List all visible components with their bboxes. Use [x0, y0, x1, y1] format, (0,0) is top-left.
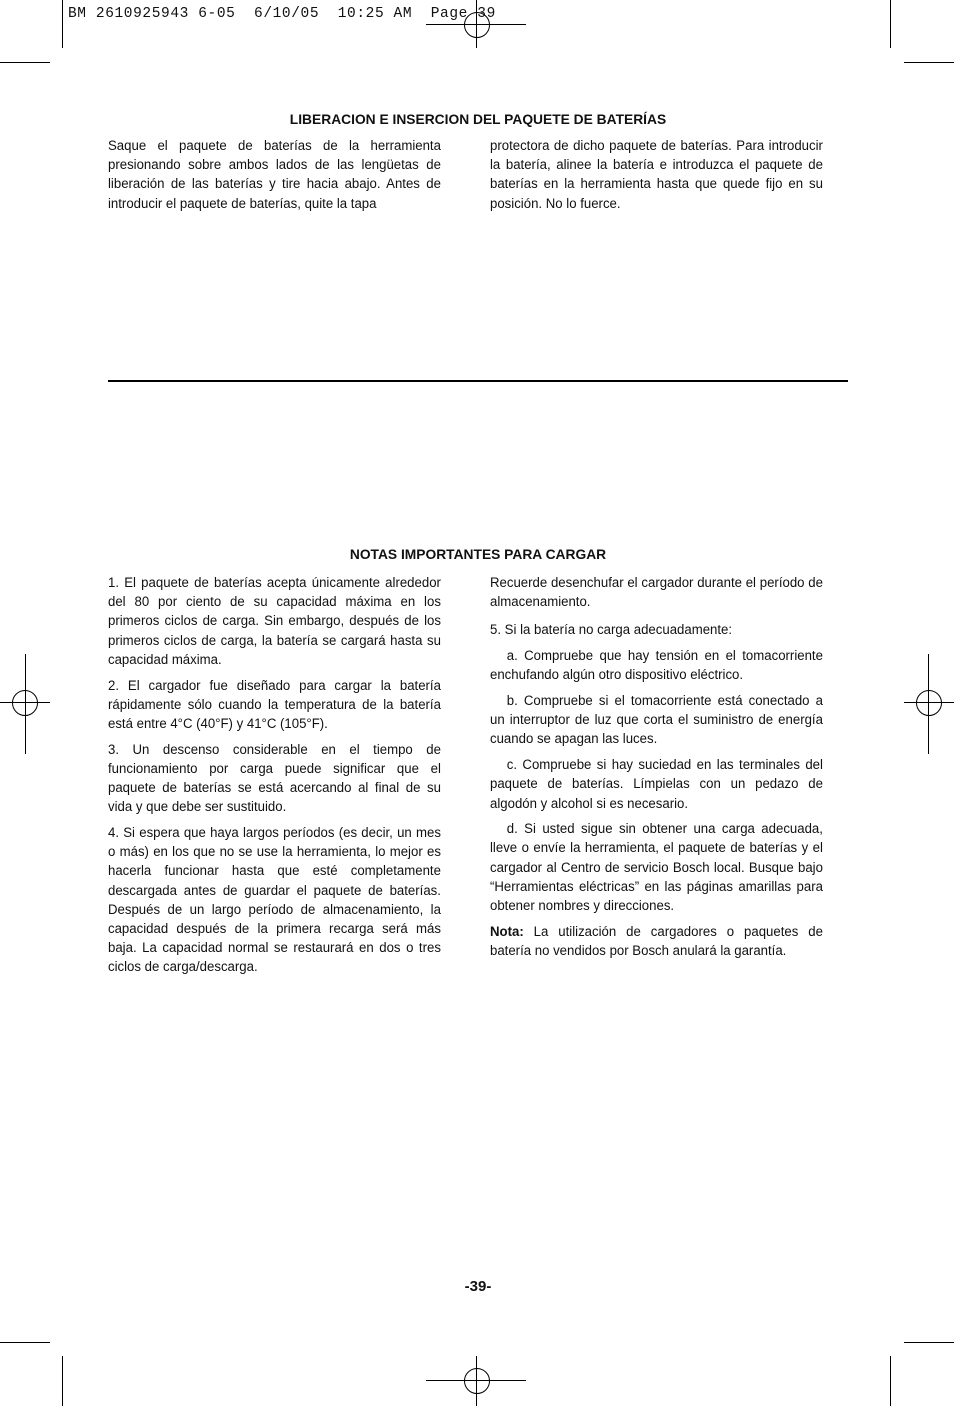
- note-label: Nota:: [490, 923, 524, 940]
- page-number: -39-: [464, 1278, 492, 1295]
- section2-right-column: [490, 574, 823, 968]
- paragraph: Recuerde desenchufar el cargador durante el período de almacenamiento.: [490, 575, 823, 611]
- paragraph: protectora de dicho paquete de baterías. Para introducir la batería, alinee la batería e introduzca el paquete de baterías en la herramienta hasta que quede fijo en su posición. No lo fuerce.: [490, 138, 823, 212]
- paragraph: 4. Si espera que haya largos períodos (es decir, un mes o más) en los que no se use la herramienta, lo mejor es hacerla funcionar hasta que esté completamente descargada antes de guardar el paquete de baterías. Después de un largo período de almacenamiento, la capacidad después de la primera recarga será más baja. La capacidad normal se restaurará en dos o tres ciclos de carga/descarga.: [108, 824, 441, 976]
- section1-right-column: [490, 137, 823, 220]
- section-title-charging-notes: NOTAS IMPORTANTES PARA CARGAR: [349, 547, 607, 562]
- section2-left-column: [108, 574, 441, 984]
- crop-mark-bottom-left-h: [0, 1342, 50, 1343]
- crop-mark-bottom-right-v: [890, 1356, 891, 1406]
- section-title-battery-release: LIBERACION E INSERCION DEL PAQUETE DE BATERÍAS: [289, 112, 667, 127]
- crop-mark-top-right-h: [904, 62, 954, 63]
- sub-item-b: b. Compruebe si el tomacorriente está conectado a un interruptor de luz que corta el suministro de energía cuando se apagan las luces.: [490, 693, 823, 748]
- paragraph: 3. Un descenso considerable en el tiempo de funcionamiento por carga puede significar que el paquete de baterías se está acercando al final de su vida y que debe ser sustituido.: [108, 741, 441, 816]
- sub-item-d: d. Si usted sigue sin obtener una carga adecuada, lleve o envíe la herramienta, el paquete de baterías y el cargador al Centro de servicio Bosch local. Busque bajo “Herramientas eléctricas” en las páginas amarillas para obtener nombres y direcciones.: [490, 821, 823, 915]
- paragraph: 2. El cargador fue diseñado para cargar la batería rápidamente sólo cuando la temperatura de la batería está entre 4°C (40°F) y 41°C (105°F).: [108, 677, 441, 732]
- crop-mark-bottom-left-v: [62, 1356, 63, 1406]
- sub-item-a: a. Compruebe que hay tensión en el tomacorriente enchufando algún otro dispositivo eléctrico.: [490, 648, 823, 684]
- sub-item-c: c. Compruebe si hay suciedad en las terminales del paquete de baterías. Límpielas con un pedazo de algodón y alcohol si es necesario.: [490, 757, 823, 812]
- note-paragraph: [490, 923, 823, 961]
- list-item-5: 5. Si la batería no carga adecuadamente:: [490, 622, 733, 639]
- paragraph: Saque el paquete de baterías de la herramienta presionando sobre ambos lados de las lengüetas de liberación de las baterías y tire hacia abajo. Antes de introducir el paquete de baterías, quite la tapa: [108, 138, 441, 212]
- crop-mark-top-left-h: [0, 62, 50, 63]
- crop-mark-bottom-right-h: [904, 1342, 954, 1343]
- print-slug: BM 2610925943 6-05 6/10/05 10:25 AM Page 39: [68, 6, 496, 22]
- crop-mark-top-right-v: [890, 0, 891, 48]
- horizontal-divider: [108, 380, 848, 382]
- note-text: La utilización de cargadores o paquetes de batería no vendidos por Bosch anulará la garantía.: [490, 923, 823, 959]
- crop-mark-top-left-v: [62, 0, 63, 48]
- section1-left-column: [108, 137, 441, 220]
- paragraph: 1. El paquete de baterías acepta únicamente alrededor del 80 por ciento de su capacidad máxima en los primeros ciclos de carga. Sin embargo, después de los primeros ciclos de carga, la batería se cargará hasta su capacidad máxima.: [108, 575, 441, 668]
